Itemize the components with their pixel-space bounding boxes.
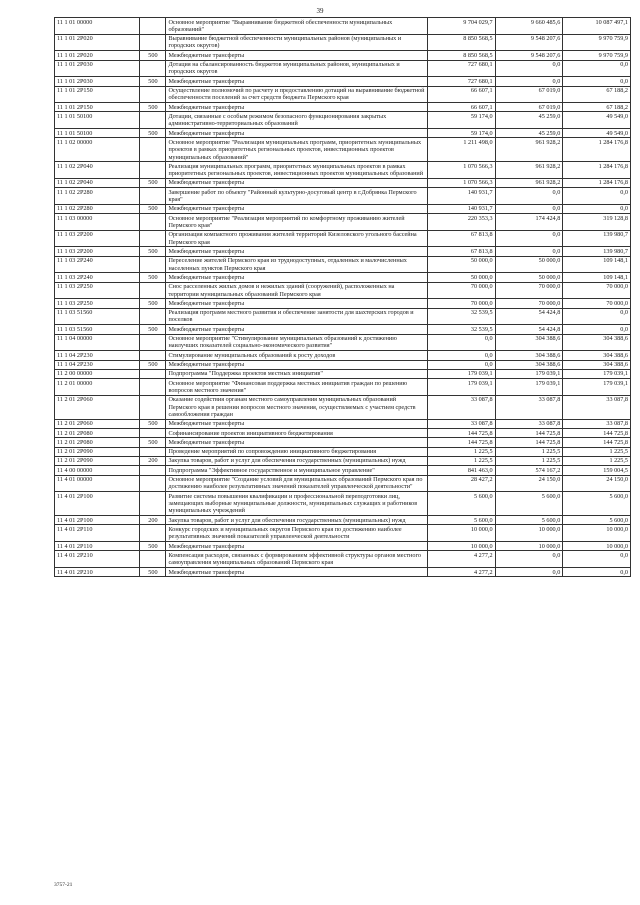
cell-expense-type: 500 <box>140 360 166 369</box>
cell-amount-year-2: 67 019,0 <box>495 86 563 103</box>
table-row <box>55 525 631 542</box>
cell-expense-type <box>140 369 166 378</box>
cell-amount-year-2: 304 388,6 <box>495 334 563 351</box>
cell-amount-year-1: 33 087,8 <box>427 419 495 428</box>
cell-amount-year-3: 33 087,8 <box>563 395 631 419</box>
table-row <box>55 325 631 334</box>
cell-amount-year-2: 1 225,5 <box>495 447 563 456</box>
cell-expense-type: 200 <box>140 456 166 465</box>
cell-target-code: 11 2 01 00000 <box>55 379 140 396</box>
cell-item-name: Межбюджетные трансферты <box>166 178 427 187</box>
cell-amount-year-3: 9 970 759,9 <box>563 51 631 60</box>
cell-expense-type: 500 <box>140 273 166 282</box>
cell-target-code: 11 1 01 2Р020 <box>55 51 140 60</box>
cell-expense-type: 500 <box>140 325 166 334</box>
cell-amount-year-2: 304 388,6 <box>495 360 563 369</box>
table-row <box>55 438 631 447</box>
cell-amount-year-2: 54 424,8 <box>495 325 563 334</box>
cell-amount-year-3: 144 725,8 <box>563 438 631 447</box>
cell-expense-type <box>140 18 166 35</box>
cell-item-name: Закупка товаров, работ и услуг для обеспечения государственных (муниципальных) нужд <box>166 516 427 525</box>
table-row <box>55 77 631 86</box>
cell-expense-type: 500 <box>140 568 166 577</box>
cell-amount-year-2: 5 600,0 <box>495 516 563 525</box>
cell-amount-year-1: 67 813,8 <box>427 230 495 247</box>
cell-amount-year-2: 9 660 485,6 <box>495 18 563 35</box>
cell-item-name: Снос расселенных жилых домов и нежилых зданий (сооружений), расположенных на территории муниципальных образований Пермского края <box>166 282 427 299</box>
table-row <box>55 308 631 325</box>
table-row <box>55 299 631 308</box>
cell-target-code: 11 1 03 2Р250 <box>55 282 140 299</box>
cell-target-code: 11 2 01 2Р080 <box>55 438 140 447</box>
cell-expense-type <box>140 525 166 542</box>
table-row <box>55 34 631 51</box>
cell-amount-year-2: 9 548 207,6 <box>495 34 563 51</box>
cell-amount-year-3: 10 000,0 <box>563 542 631 551</box>
cell-amount-year-2: 0,0 <box>495 188 563 205</box>
cell-amount-year-2: 1 225,5 <box>495 456 563 465</box>
cell-amount-year-2: 0,0 <box>495 247 563 256</box>
cell-amount-year-1: 727 680,1 <box>427 60 495 77</box>
cell-expense-type <box>140 379 166 396</box>
cell-amount-year-1: 179 039,1 <box>427 369 495 378</box>
cell-item-name: Основное мероприятие "Финансовая поддержка местных инициатив граждан по решению вопросов местного значения" <box>166 379 427 396</box>
cell-amount-year-3: 304 388,6 <box>563 351 631 360</box>
cell-amount-year-2: 45 259,0 <box>495 112 563 129</box>
cell-expense-type <box>140 138 166 162</box>
cell-target-code: 11 2 01 2Р090 <box>55 447 140 456</box>
cell-amount-year-1: 67 813,8 <box>427 247 495 256</box>
cell-amount-year-2: 304 388,6 <box>495 351 563 360</box>
cell-amount-year-1: 50 000,0 <box>427 273 495 282</box>
cell-item-name: Межбюджетные трансферты <box>166 204 427 213</box>
cell-item-name: Основное мероприятие "Реализация муниципальных программ, приоритетных муниципальных проектов в рамках приоритетных региональных проектов, инвестиционных проектов муниципальных образований" <box>166 138 427 162</box>
cell-amount-year-3: 49 549,0 <box>563 112 631 129</box>
table-row <box>55 86 631 103</box>
cell-amount-year-1: 10 000,0 <box>427 525 495 542</box>
cell-expense-type: 500 <box>140 542 166 551</box>
cell-expense-type: 500 <box>140 299 166 308</box>
cell-amount-year-3: 304 388,6 <box>563 360 631 369</box>
cell-amount-year-2: 9 548 207,6 <box>495 51 563 60</box>
cell-item-name: Подпрограмма "Эффективное государственное и муниципальное управление" <box>166 466 427 475</box>
cell-amount-year-3: 179 039,1 <box>563 369 631 378</box>
table-row <box>55 334 631 351</box>
cell-target-code: 11 2 00 00000 <box>55 369 140 378</box>
cell-amount-year-1: 33 087,8 <box>427 395 495 419</box>
cell-target-code: 11 1 04 2Р230 <box>55 360 140 369</box>
cell-item-name: Основное мероприятие "Создание условий для муниципальных образований Пермского края по достижению наиболее результативных значений показателей управленческой деятельности" <box>166 475 427 492</box>
cell-target-code: 11 4 00 00000 <box>55 466 140 475</box>
cell-amount-year-1: 220 353,3 <box>427 214 495 231</box>
cell-amount-year-1: 140 931,7 <box>427 188 495 205</box>
cell-item-name: Основное мероприятие "Реализация мероприятий по комфортному проживанию жителей Пермского края" <box>166 214 427 231</box>
cell-target-code: 11 4 01 2Р110 <box>55 542 140 551</box>
cell-item-name: Компенсация расходов, связанных с формированием эффективной структуры органов местного самоуправления муниципальных образований Пермского края <box>166 551 427 568</box>
cell-item-name: Закупка товаров, работ и услуг для обеспечения государственных (муниципальных) нужд <box>166 456 427 465</box>
table-row <box>55 351 631 360</box>
cell-amount-year-3: 0,0 <box>563 325 631 334</box>
cell-item-name: Завершение работ по объекту "Районный культурно-досуговый центр в г.Добрянка Пермского края" <box>166 188 427 205</box>
cell-amount-year-3: 159 004,5 <box>563 466 631 475</box>
cell-amount-year-3: 10 000,0 <box>563 525 631 542</box>
cell-amount-year-3: 10 087 497,1 <box>563 18 631 35</box>
cell-expense-type <box>140 492 166 516</box>
table-row <box>55 568 631 577</box>
cell-amount-year-2: 10 000,0 <box>495 542 563 551</box>
cell-amount-year-3: 109 148,1 <box>563 273 631 282</box>
cell-amount-year-2: 0,0 <box>495 77 563 86</box>
cell-target-code: 11 1 03 51560 <box>55 308 140 325</box>
cell-item-name: Межбюджетные трансферты <box>166 103 427 112</box>
cell-amount-year-3: 67 188,2 <box>563 86 631 103</box>
cell-expense-type <box>140 308 166 325</box>
table-row <box>55 162 631 179</box>
cell-expense-type: 500 <box>140 103 166 112</box>
cell-amount-year-3: 70 000,0 <box>563 299 631 308</box>
cell-amount-year-3: 70 000,0 <box>563 282 631 299</box>
table-row <box>55 360 631 369</box>
cell-amount-year-1: 70 000,0 <box>427 299 495 308</box>
cell-amount-year-2: 174 424,8 <box>495 214 563 231</box>
cell-item-name: Переселение жителей Пермского края из труднодоступных, отдаленных и малочисленных населенных пунктов Пермского края <box>166 256 427 273</box>
table-row <box>55 379 631 396</box>
cell-amount-year-2: 0,0 <box>495 60 563 77</box>
cell-item-name: Межбюджетные трансферты <box>166 360 427 369</box>
table-row <box>55 282 631 299</box>
cell-expense-type: 500 <box>140 51 166 60</box>
cell-expense-type: 500 <box>140 204 166 213</box>
budget-table-container <box>54 17 631 577</box>
cell-amount-year-3: 304 388,6 <box>563 334 631 351</box>
table-row <box>55 230 631 247</box>
cell-amount-year-1: 59 174,0 <box>427 129 495 138</box>
table-row <box>55 447 631 456</box>
table-row <box>55 138 631 162</box>
table-row <box>55 51 631 60</box>
table-row <box>55 395 631 419</box>
cell-amount-year-1: 10 000,0 <box>427 542 495 551</box>
cell-amount-year-3: 179 039,1 <box>563 379 631 396</box>
cell-item-name: Межбюджетные трансферты <box>166 438 427 447</box>
cell-expense-type: 200 <box>140 516 166 525</box>
cell-amount-year-1: 1 225,5 <box>427 456 495 465</box>
cell-item-name: Реализация муниципальных программ, приоритетных муниципальных проектов в рамках приоритетных региональных проектов, инвестиционных проектов муниципальных образований <box>166 162 427 179</box>
cell-amount-year-3: 1 284 176,8 <box>563 162 631 179</box>
cell-amount-year-3: 0,0 <box>563 568 631 577</box>
cell-amount-year-1: 50 000,0 <box>427 256 495 273</box>
cell-item-name: Межбюджетные трансферты <box>166 273 427 282</box>
cell-expense-type: 500 <box>140 247 166 256</box>
cell-target-code: 11 1 01 2Р020 <box>55 34 140 51</box>
cell-amount-year-1: 1 225,5 <box>427 447 495 456</box>
cell-amount-year-2: 70 000,0 <box>495 299 563 308</box>
cell-amount-year-1: 66 607,1 <box>427 103 495 112</box>
table-row <box>55 247 631 256</box>
cell-target-code: 11 1 02 2Р040 <box>55 178 140 187</box>
cell-amount-year-3: 49 549,0 <box>563 129 631 138</box>
cell-amount-year-3: 24 150,0 <box>563 475 631 492</box>
cell-item-name: Софинансирование проектов инициативного бюджетирования <box>166 429 427 438</box>
cell-item-name: Подпрограмма "Поддержка проектов местных инициатив" <box>166 369 427 378</box>
cell-item-name: Развитие системы повышения квалификации и профессиональной переподготовки лиц, замещающих выборные муниципальные должности, муниципальных служащих и работников муниципальных учреждений <box>166 492 427 516</box>
cell-expense-type <box>140 334 166 351</box>
cell-expense-type: 500 <box>140 129 166 138</box>
cell-item-name: Межбюджетные трансферты <box>166 247 427 256</box>
cell-expense-type: 500 <box>140 77 166 86</box>
cell-target-code: 11 1 03 2Р200 <box>55 230 140 247</box>
cell-item-name: Межбюджетные трансферты <box>166 77 427 86</box>
cell-amount-year-1: 8 850 568,5 <box>427 34 495 51</box>
cell-amount-year-3: 0,0 <box>563 204 631 213</box>
cell-amount-year-2: 961 928,2 <box>495 138 563 162</box>
cell-amount-year-3: 5 600,0 <box>563 492 631 516</box>
cell-item-name: Конкурс городских и муниципальных округов Пермского края по достижению наиболее результативных значений показателей управленческой деятельности <box>166 525 427 542</box>
cell-target-code: 11 1 03 2Р200 <box>55 247 140 256</box>
cell-amount-year-3: 0,0 <box>563 77 631 86</box>
table-row <box>55 551 631 568</box>
cell-amount-year-3: 1 225,5 <box>563 456 631 465</box>
cell-target-code: 11 4 01 2Р210 <box>55 568 140 577</box>
cell-target-code: 11 1 01 2Р150 <box>55 103 140 112</box>
cell-amount-year-1: 32 539,5 <box>427 325 495 334</box>
cell-item-name: Проведение мероприятий по сопровождению инициативного бюджетирования <box>166 447 427 456</box>
cell-amount-year-3: 33 087,8 <box>563 419 631 428</box>
cell-target-code: 11 1 02 2Р040 <box>55 162 140 179</box>
cell-amount-year-2: 144 725,8 <box>495 429 563 438</box>
cell-amount-year-1: 0,0 <box>427 360 495 369</box>
cell-amount-year-3: 139 980,7 <box>563 230 631 247</box>
cell-amount-year-2: 0,0 <box>495 551 563 568</box>
cell-amount-year-3: 1 225,5 <box>563 447 631 456</box>
cell-target-code: 11 1 02 2Р280 <box>55 188 140 205</box>
cell-expense-type <box>140 551 166 568</box>
cell-target-code: 11 1 02 2Р280 <box>55 204 140 213</box>
cell-amount-year-1: 1 211 498,0 <box>427 138 495 162</box>
cell-amount-year-2: 961 928,2 <box>495 162 563 179</box>
cell-amount-year-2: 10 000,0 <box>495 525 563 542</box>
table-row <box>55 214 631 231</box>
cell-amount-year-3: 0,0 <box>563 551 631 568</box>
table-row <box>55 516 631 525</box>
budget-table <box>54 17 631 577</box>
cell-amount-year-1: 70 000,0 <box>427 282 495 299</box>
cell-target-code: 11 1 01 2Р030 <box>55 60 140 77</box>
cell-amount-year-3: 109 148,1 <box>563 256 631 273</box>
cell-amount-year-1: 66 607,1 <box>427 86 495 103</box>
cell-target-code: 11 1 01 50100 <box>55 112 140 129</box>
cell-amount-year-2: 0,0 <box>495 204 563 213</box>
cell-target-code: 11 1 01 00000 <box>55 18 140 35</box>
document-id: 3757-21 <box>54 882 73 888</box>
cell-target-code: 11 2 01 2Р060 <box>55 419 140 428</box>
cell-expense-type <box>140 214 166 231</box>
cell-amount-year-3: 139 980,7 <box>563 247 631 256</box>
cell-amount-year-1: 4 277,2 <box>427 551 495 568</box>
cell-amount-year-2: 144 725,8 <box>495 438 563 447</box>
cell-amount-year-1: 0,0 <box>427 351 495 360</box>
cell-item-name: Стимулирование муниципальных образований к росту доходов <box>166 351 427 360</box>
cell-target-code: 11 1 01 2Р030 <box>55 77 140 86</box>
cell-amount-year-3: 5 600,0 <box>563 516 631 525</box>
cell-target-code: 11 2 01 2Р090 <box>55 456 140 465</box>
cell-target-code: 11 4 01 2Р210 <box>55 551 140 568</box>
table-row <box>55 273 631 282</box>
cell-expense-type <box>140 351 166 360</box>
cell-expense-type <box>140 282 166 299</box>
cell-amount-year-1: 5 600,0 <box>427 516 495 525</box>
cell-item-name: Дотации, связанные с особым режимом безопасного функционирования закрытых административно-территориальных образований <box>166 112 427 129</box>
cell-amount-year-2: 67 019,0 <box>495 103 563 112</box>
cell-item-name: Выравнивание бюджетной обеспеченности муниципальных районов (муниципальных и городских округов) <box>166 34 427 51</box>
cell-amount-year-2: 45 259,0 <box>495 129 563 138</box>
cell-amount-year-2: 24 150,0 <box>495 475 563 492</box>
table-row <box>55 103 631 112</box>
cell-item-name: Межбюджетные трансферты <box>166 542 427 551</box>
table-row <box>55 419 631 428</box>
cell-target-code: 11 1 02 00000 <box>55 138 140 162</box>
cell-amount-year-2: 50 000,0 <box>495 273 563 282</box>
cell-amount-year-2: 33 087,8 <box>495 395 563 419</box>
cell-amount-year-3: 144 725,8 <box>563 429 631 438</box>
cell-amount-year-1: 179 039,1 <box>427 379 495 396</box>
cell-amount-year-1: 144 725,8 <box>427 438 495 447</box>
cell-amount-year-2: 5 600,0 <box>495 492 563 516</box>
cell-amount-year-1: 1 070 566,3 <box>427 162 495 179</box>
cell-amount-year-2: 33 087,8 <box>495 419 563 428</box>
cell-target-code: 11 1 01 2Р150 <box>55 86 140 103</box>
cell-target-code: 11 1 03 2Р240 <box>55 273 140 282</box>
cell-amount-year-1: 140 931,7 <box>427 204 495 213</box>
cell-amount-year-2: 54 424,8 <box>495 308 563 325</box>
cell-amount-year-2: 50 000,0 <box>495 256 563 273</box>
cell-item-name: Межбюджетные трансферты <box>166 299 427 308</box>
cell-amount-year-1: 4 277,2 <box>427 568 495 577</box>
cell-expense-type: 500 <box>140 419 166 428</box>
cell-expense-type <box>140 395 166 419</box>
cell-item-name: Основное мероприятие "Стимулирование муниципальных образований к достижению наилучших показателей социально-экономического развития" <box>166 334 427 351</box>
cell-item-name: Оказание содействия органам местного самоуправления муниципальных образований Пермского края в решении вопросов местного значения, осуществляемых с участием средств самообложения граждан <box>166 395 427 419</box>
cell-expense-type <box>140 230 166 247</box>
cell-amount-year-3: 1 284 176,8 <box>563 138 631 162</box>
cell-item-name: Организация компактного проживания жителей территорий Кизеловского угольного бассейна Пермского края <box>166 230 427 247</box>
cell-item-name: Межбюджетные трансферты <box>166 568 427 577</box>
cell-amount-year-3: 0,0 <box>563 308 631 325</box>
cell-target-code: 11 1 01 50100 <box>55 129 140 138</box>
cell-amount-year-1: 1 070 566,3 <box>427 178 495 187</box>
cell-expense-type <box>140 466 166 475</box>
cell-amount-year-1: 0,0 <box>427 334 495 351</box>
cell-amount-year-1: 8 850 568,5 <box>427 51 495 60</box>
cell-target-code: 11 1 03 2Р250 <box>55 299 140 308</box>
cell-target-code: 11 1 03 51560 <box>55 325 140 334</box>
cell-amount-year-3: 9 970 759,9 <box>563 34 631 51</box>
cell-amount-year-2: 0,0 <box>495 568 563 577</box>
cell-amount-year-2: 574 167,2 <box>495 466 563 475</box>
cell-target-code: 11 1 04 00000 <box>55 334 140 351</box>
cell-amount-year-1: 144 725,8 <box>427 429 495 438</box>
cell-target-code: 11 4 01 2Р100 <box>55 516 140 525</box>
cell-amount-year-1: 9 704 029,7 <box>427 18 495 35</box>
cell-target-code: 11 1 04 2Р230 <box>55 351 140 360</box>
cell-expense-type <box>140 60 166 77</box>
cell-amount-year-1: 841 463,0 <box>427 466 495 475</box>
cell-amount-year-3: 67 188,2 <box>563 103 631 112</box>
cell-item-name: Межбюджетные трансферты <box>166 51 427 60</box>
cell-expense-type <box>140 34 166 51</box>
cell-target-code: 11 2 01 2Р080 <box>55 429 140 438</box>
cell-amount-year-3: 0,0 <box>563 60 631 77</box>
table-row <box>55 129 631 138</box>
cell-expense-type <box>140 256 166 273</box>
cell-expense-type <box>140 447 166 456</box>
cell-amount-year-2: 961 928,2 <box>495 178 563 187</box>
cell-expense-type <box>140 188 166 205</box>
cell-amount-year-1: 32 539,5 <box>427 308 495 325</box>
cell-expense-type <box>140 86 166 103</box>
cell-expense-type <box>140 112 166 129</box>
table-row <box>55 369 631 378</box>
cell-target-code: 11 1 03 00000 <box>55 214 140 231</box>
table-row <box>55 18 631 35</box>
table-row <box>55 429 631 438</box>
cell-target-code: 11 2 01 2Р060 <box>55 395 140 419</box>
cell-target-code: 11 4 01 00000 <box>55 475 140 492</box>
cell-expense-type <box>140 429 166 438</box>
cell-target-code: 11 4 01 2Р100 <box>55 492 140 516</box>
table-row <box>55 60 631 77</box>
cell-target-code: 11 1 03 2Р240 <box>55 256 140 273</box>
cell-amount-year-1: 727 680,1 <box>427 77 495 86</box>
cell-item-name: Дотация на сбалансированность бюджетов муниципальных районов, муниципальных и городских округов <box>166 60 427 77</box>
cell-expense-type: 500 <box>140 438 166 447</box>
table-row <box>55 256 631 273</box>
cell-target-code: 11 4 01 2Р110 <box>55 525 140 542</box>
table-row <box>55 178 631 187</box>
cell-amount-year-3: 1 284 176,8 <box>563 178 631 187</box>
table-row <box>55 466 631 475</box>
page-number: 39 <box>316 7 324 15</box>
table-row <box>55 112 631 129</box>
cell-item-name: Реализация программ местного развития и обеспечение занятости для шахтерских городов и поселков <box>166 308 427 325</box>
cell-item-name: Межбюджетные трансферты <box>166 325 427 334</box>
cell-item-name: Межбюджетные трансферты <box>166 419 427 428</box>
cell-item-name: Основное мероприятие "Выравнивание бюджетной обеспеченности муниципальных образований" <box>166 18 427 35</box>
table-row <box>55 204 631 213</box>
cell-item-name: Межбюджетные трансферты <box>166 129 427 138</box>
table-row <box>55 492 631 516</box>
cell-amount-year-2: 70 000,0 <box>495 282 563 299</box>
cell-expense-type <box>140 162 166 179</box>
cell-amount-year-3: 319 128,8 <box>563 214 631 231</box>
cell-amount-year-3: 0,0 <box>563 188 631 205</box>
table-row <box>55 475 631 492</box>
cell-amount-year-1: 5 600,0 <box>427 492 495 516</box>
cell-item-name: Осуществление полномочий по расчету и предоставлению дотаций на выравнивание бюджетной обеспеченности поселений за счет средств бюджета Пермского края <box>166 86 427 103</box>
cell-amount-year-2: 0,0 <box>495 230 563 247</box>
table-row <box>55 188 631 205</box>
table-row <box>55 542 631 551</box>
cell-amount-year-1: 28 427,2 <box>427 475 495 492</box>
cell-expense-type: 500 <box>140 178 166 187</box>
table-row <box>55 456 631 465</box>
cell-amount-year-2: 179 039,1 <box>495 369 563 378</box>
budget-table-body <box>55 18 631 577</box>
cell-amount-year-1: 59 174,0 <box>427 112 495 129</box>
cell-amount-year-2: 179 039,1 <box>495 379 563 396</box>
cell-expense-type <box>140 475 166 492</box>
